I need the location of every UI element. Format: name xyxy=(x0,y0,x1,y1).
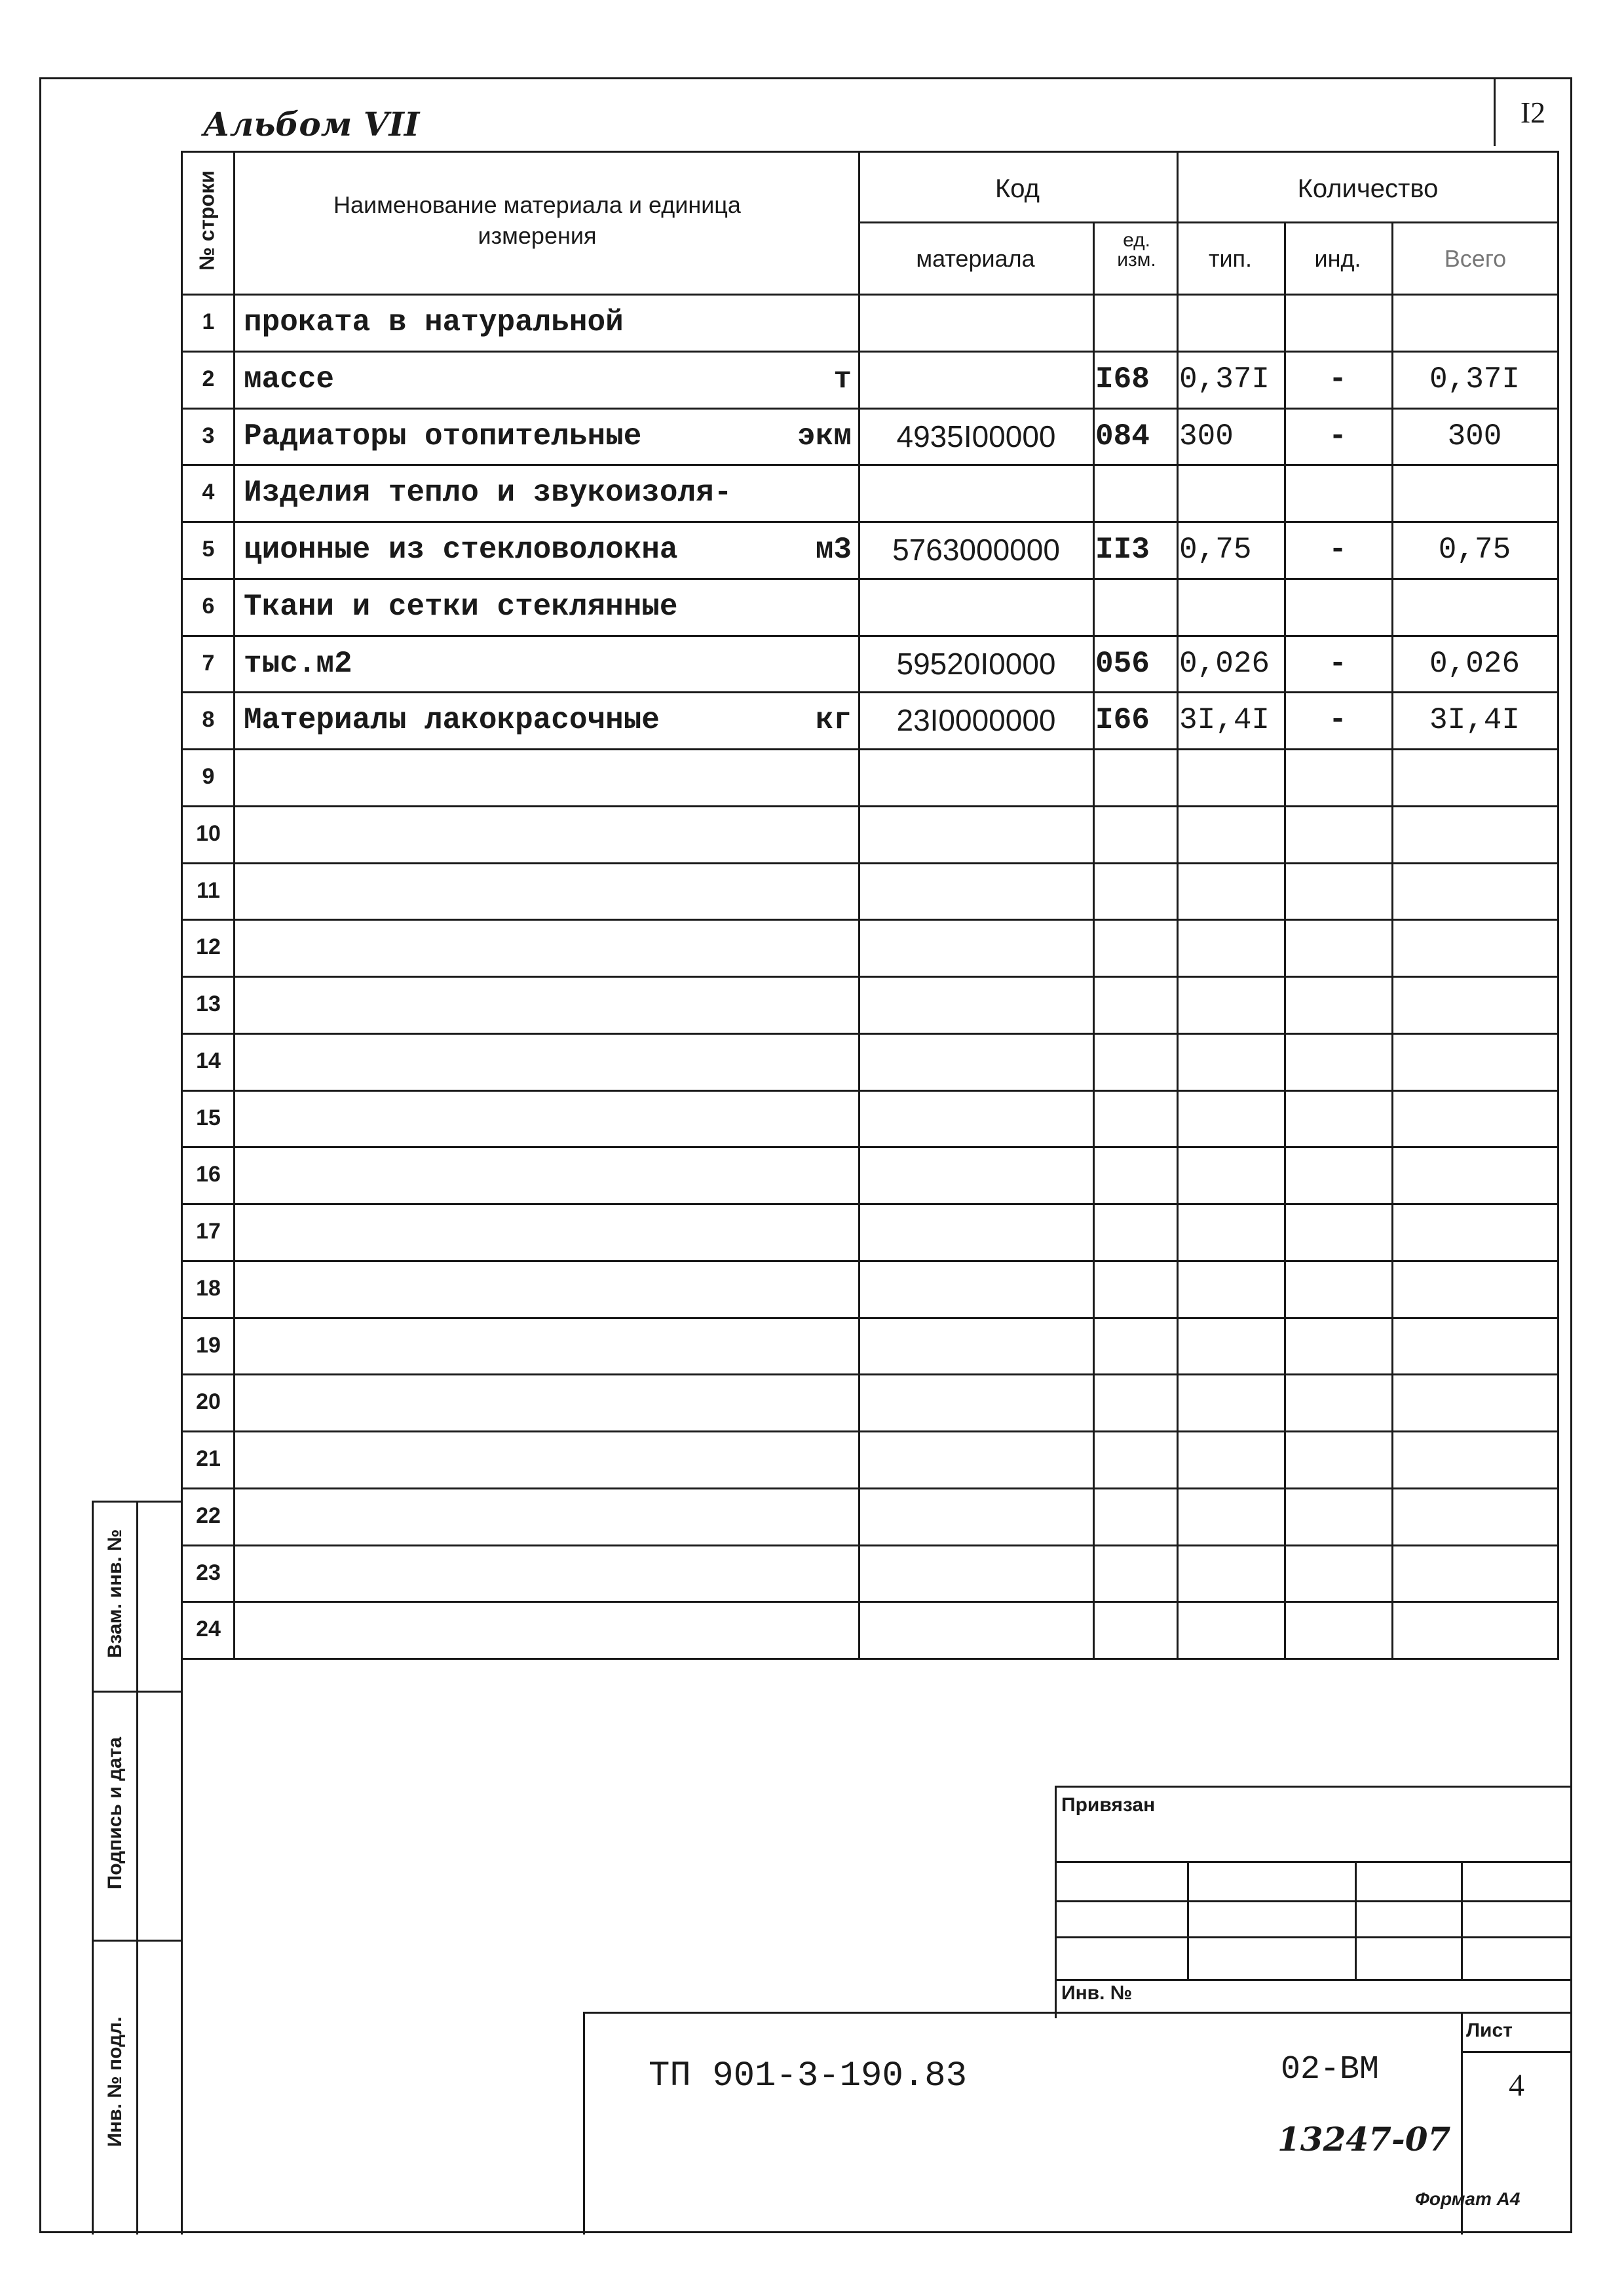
page-number: I2 xyxy=(1520,96,1546,129)
row-code xyxy=(862,1260,1090,1317)
row-unit xyxy=(753,464,852,521)
row-code xyxy=(862,294,1090,351)
row-qty-total xyxy=(1394,862,1555,919)
stamp-top xyxy=(583,2012,1572,2014)
row-unit-code: I68 xyxy=(1095,362,1150,396)
row-code xyxy=(862,1033,1090,1090)
header-mid xyxy=(858,221,1559,223)
row-unit-code xyxy=(1095,1203,1174,1260)
row-unit-code xyxy=(1095,1260,1174,1317)
row-qty-typ xyxy=(1179,1146,1281,1203)
header-code-unit: ед. изм. xyxy=(1117,229,1156,271)
row-unit xyxy=(753,1373,852,1430)
row-unit-code: II3 xyxy=(1095,532,1150,567)
row-qty-total xyxy=(1394,1260,1555,1317)
row-unit xyxy=(753,976,852,1033)
row-unit xyxy=(753,1033,852,1090)
row-unit xyxy=(753,294,852,351)
row-unit-code xyxy=(1095,1601,1174,1658)
row-qty-ind xyxy=(1287,1146,1389,1203)
table-top xyxy=(181,151,1559,153)
row-number: 20 xyxy=(196,1389,221,1414)
row-code xyxy=(862,1430,1090,1487)
header-qty-typ: тип. xyxy=(1208,245,1253,272)
row-unit xyxy=(753,578,852,635)
row-code xyxy=(862,351,1090,408)
row-unit-code: I66 xyxy=(1095,702,1150,737)
list-number: 4 xyxy=(1509,2068,1524,2103)
row-qty-total xyxy=(1394,464,1555,521)
row-code xyxy=(862,748,1090,805)
row-qty-total xyxy=(1394,1487,1555,1544)
row-unit-code xyxy=(1095,1430,1174,1487)
row-unit xyxy=(753,1317,852,1374)
row-unit-code xyxy=(1095,748,1174,805)
row-qty-ind xyxy=(1287,464,1389,521)
row-qty-typ: 300 xyxy=(1179,419,1234,453)
tb-col-1 xyxy=(1187,1861,1189,1979)
row-unit xyxy=(753,1260,852,1317)
row-qty-typ xyxy=(1179,464,1281,521)
tb-col-2 xyxy=(1355,1861,1357,1979)
row-qty-total: 0,75 xyxy=(1438,532,1511,567)
row-name: тыс.м2 xyxy=(244,646,352,681)
row-unit-code xyxy=(1095,578,1174,635)
row-unit-code xyxy=(1095,805,1174,862)
row-qty-ind xyxy=(1287,1544,1389,1602)
row-qty-ind: - xyxy=(1329,419,1347,453)
row-qty-ind xyxy=(1287,748,1389,805)
row-qty-ind xyxy=(1287,1033,1389,1090)
row-number: 7 xyxy=(202,651,215,676)
row-name: Материалы лакокрасочные xyxy=(244,702,660,737)
row-unit-code xyxy=(1095,294,1174,351)
row-qty-ind xyxy=(1287,862,1389,919)
row-qty-typ xyxy=(1179,1033,1281,1090)
row-unit xyxy=(753,1146,852,1203)
row-code: 5763000000 xyxy=(892,532,1060,567)
row-unit xyxy=(753,1430,852,1487)
binding-strip-inner xyxy=(181,151,183,2235)
row-name: Радиаторы отопительные xyxy=(244,419,642,453)
row-unit-code xyxy=(1095,1090,1174,1147)
row-qty-total: 0,37I xyxy=(1429,362,1520,396)
row-qty-total xyxy=(1394,748,1555,805)
row-number: 9 xyxy=(202,764,215,789)
row-qty-ind xyxy=(1287,1373,1389,1430)
stamp-podpis: Подпись и дата xyxy=(104,1736,126,1890)
row-unit xyxy=(753,919,852,976)
row-qty-ind xyxy=(1287,976,1389,1033)
row-qty-ind xyxy=(1287,919,1389,976)
row-unit xyxy=(753,748,852,805)
row-number: 5 xyxy=(202,537,215,562)
row-qty-total xyxy=(1394,1146,1555,1203)
tb-col-3 xyxy=(1461,1861,1463,1979)
row-qty-typ xyxy=(1179,1373,1281,1430)
tb-line-3 xyxy=(1055,1936,1572,1938)
row-qty-total: 0,026 xyxy=(1429,646,1520,681)
header-code: Код xyxy=(994,174,1040,203)
row-number: 13 xyxy=(196,991,221,1016)
doc-suffix: 02-ВМ xyxy=(1281,2051,1380,2088)
row-unit: т xyxy=(833,362,852,396)
tb-line-1 xyxy=(1055,1861,1572,1863)
row-unit xyxy=(753,862,852,919)
row-name: ционные из стекловолокна xyxy=(244,532,678,567)
row-unit-code xyxy=(1095,862,1174,919)
row-qty-typ xyxy=(1179,1203,1281,1260)
row-code: 59520I0000 xyxy=(896,646,1056,681)
row-unit xyxy=(753,805,852,862)
row-qty-total xyxy=(1394,976,1555,1033)
row-unit-code xyxy=(1095,976,1174,1033)
row-number: 4 xyxy=(202,480,215,505)
row-qty-typ xyxy=(1179,748,1281,805)
row-qty-total xyxy=(1394,578,1555,635)
row-number: 14 xyxy=(196,1048,221,1073)
row-unit xyxy=(753,635,852,692)
row-unit: м3 xyxy=(815,532,852,567)
row-unit-code xyxy=(1095,1487,1174,1544)
row-number: 22 xyxy=(196,1503,221,1528)
row-number: 6 xyxy=(202,594,215,619)
row-qty-ind: - xyxy=(1329,362,1347,396)
row-qty-ind xyxy=(1287,1317,1389,1374)
row-unit-code: 056 xyxy=(1095,646,1150,681)
row-qty-typ xyxy=(1179,1487,1281,1544)
format-label: Формат А4 xyxy=(1415,2189,1520,2209)
row-qty-typ: 0,026 xyxy=(1179,646,1270,681)
row-number: 2 xyxy=(202,366,215,391)
row-qty-ind xyxy=(1287,294,1389,351)
row-unit-code: 084 xyxy=(1095,419,1150,453)
row-number: 12 xyxy=(196,934,221,959)
row-name: массе xyxy=(244,362,335,396)
row-unit: кг xyxy=(815,702,852,737)
row-qty-total: 300 xyxy=(1447,419,1502,453)
row-qty-ind: - xyxy=(1329,646,1347,681)
row-code xyxy=(862,1317,1090,1374)
row-qty-ind: - xyxy=(1329,702,1347,737)
row-qty-typ xyxy=(1179,1090,1281,1147)
row-qty-typ: 0,37I xyxy=(1179,362,1270,396)
list-box-mid xyxy=(1461,2051,1572,2053)
row-qty-ind: - xyxy=(1329,532,1347,567)
row-qty-total xyxy=(1394,1317,1555,1374)
row-number: 8 xyxy=(202,707,215,732)
row-unit-code xyxy=(1095,1544,1174,1602)
col-line-total xyxy=(1391,221,1393,1658)
row-number: 23 xyxy=(196,1560,221,1585)
strip-mid xyxy=(136,1501,138,2235)
row-unit-code xyxy=(1095,1373,1174,1430)
row-code xyxy=(862,805,1090,862)
archive-number: 13247-07 xyxy=(1277,2120,1451,2158)
row-code xyxy=(862,578,1090,635)
row-number: 3 xyxy=(202,423,215,448)
row-qty-total xyxy=(1394,1430,1555,1487)
row-qty-total xyxy=(1394,1033,1555,1090)
row-name: проката в натуральной xyxy=(244,305,624,339)
header-qty-total: Всего xyxy=(1444,245,1507,272)
row-code xyxy=(862,1373,1090,1430)
row-number: 24 xyxy=(196,1617,221,1641)
row-code xyxy=(862,1601,1090,1658)
row-number: 17 xyxy=(196,1219,221,1244)
row-code xyxy=(862,976,1090,1033)
row-qty-total xyxy=(1394,1090,1555,1147)
header-code-material: материала xyxy=(916,245,1035,272)
header-qty-ind: инд. xyxy=(1314,245,1361,272)
row-qty-ind xyxy=(1287,1487,1389,1544)
row-unit xyxy=(753,1487,852,1544)
row-qty-typ xyxy=(1179,1317,1281,1374)
row-qty-total: 3I,4I xyxy=(1429,702,1520,737)
row-number: 19 xyxy=(196,1333,221,1358)
row-code xyxy=(862,919,1090,976)
row-unit-code xyxy=(1095,919,1174,976)
col-line-ed xyxy=(1093,221,1095,1658)
row-unit: экм xyxy=(797,419,852,453)
row-unit-code xyxy=(1095,1146,1174,1203)
row-code xyxy=(862,1487,1090,1544)
row-qty-typ xyxy=(1179,1544,1281,1602)
row-number: 16 xyxy=(196,1162,221,1187)
row-code xyxy=(862,1090,1090,1147)
page-number-divider xyxy=(1494,77,1496,146)
row-code: 23I0000000 xyxy=(896,702,1056,737)
row-qty-total xyxy=(1394,1601,1555,1658)
row-number: 10 xyxy=(196,821,221,846)
row-unit-code xyxy=(1095,1033,1174,1090)
row-qty-total xyxy=(1394,1544,1555,1602)
row-qty-typ xyxy=(1179,1601,1281,1658)
row-unit-code xyxy=(1095,1317,1174,1374)
row-code xyxy=(862,1146,1090,1203)
row-name: Ткани и сетки стеклянные xyxy=(244,589,678,624)
tb-line-2 xyxy=(1055,1900,1572,1902)
row-qty-ind xyxy=(1287,1090,1389,1147)
row-qty-typ xyxy=(1179,294,1281,351)
row-qty-total xyxy=(1394,919,1555,976)
row-qty-typ xyxy=(1179,578,1281,635)
row-qty-typ: 0,75 xyxy=(1179,532,1252,567)
row-qty-typ xyxy=(1179,1260,1281,1317)
doc-code: ТП 901-3-190.83 xyxy=(649,2056,968,2096)
header-rownum: № строки xyxy=(195,170,219,271)
row-unit xyxy=(753,1090,852,1147)
album-label: Альбом VII xyxy=(203,105,420,144)
row-code xyxy=(862,1544,1090,1602)
inv-no-label: Инв. № xyxy=(1061,1982,1133,2004)
row-unit xyxy=(753,1544,852,1602)
stamp-inv-podl: Инв. № подл. xyxy=(104,2016,126,2147)
row-qty-typ: 3I,4I xyxy=(1179,702,1270,737)
row-qty-typ xyxy=(1179,805,1281,862)
row-qty-ind xyxy=(1287,578,1389,635)
row-number: 21 xyxy=(196,1446,221,1471)
row-qty-ind xyxy=(1287,1260,1389,1317)
row-qty-typ xyxy=(1179,862,1281,919)
col-line-ind xyxy=(1284,221,1286,1658)
row-code: 4935I00000 xyxy=(896,419,1056,453)
stamp-vzam: Взам. инв. № xyxy=(104,1529,126,1659)
row-code xyxy=(862,862,1090,919)
stamp-left xyxy=(583,2012,585,2235)
row-qty-ind xyxy=(1287,1203,1389,1260)
row-number: 18 xyxy=(196,1276,221,1301)
row-qty-typ xyxy=(1179,919,1281,976)
row-unit xyxy=(753,1203,852,1260)
tb-line-4 xyxy=(1055,1979,1572,1981)
row-unit-code xyxy=(1095,464,1174,521)
row-qty-typ xyxy=(1179,1430,1281,1487)
row-qty-ind xyxy=(1287,1601,1389,1658)
row-qty-total xyxy=(1394,1373,1555,1430)
row-number: 11 xyxy=(197,878,220,903)
row-divider xyxy=(181,1658,1559,1660)
row-qty-ind xyxy=(1287,1430,1389,1487)
header-name: Наименование материала и единица измерения xyxy=(333,191,741,249)
row-qty-total xyxy=(1394,1203,1555,1260)
row-qty-typ xyxy=(1179,976,1281,1033)
row-number: 1 xyxy=(202,309,215,334)
tb-top xyxy=(1055,1786,1572,1788)
binding-strip-line xyxy=(92,1501,94,2235)
row-number: 15 xyxy=(196,1105,221,1130)
row-code xyxy=(862,1203,1090,1260)
header-qty: Количество xyxy=(1297,174,1439,203)
row-unit xyxy=(753,1601,852,1658)
privyazan-label: Привязан xyxy=(1061,1794,1156,1816)
row-qty-total xyxy=(1394,805,1555,862)
row-qty-total xyxy=(1394,294,1555,351)
list-label: Лист xyxy=(1466,2020,1513,2041)
row-name: Изделия тепло и звукоизоля- xyxy=(244,475,732,510)
row-qty-ind xyxy=(1287,805,1389,862)
row-code xyxy=(862,464,1090,521)
